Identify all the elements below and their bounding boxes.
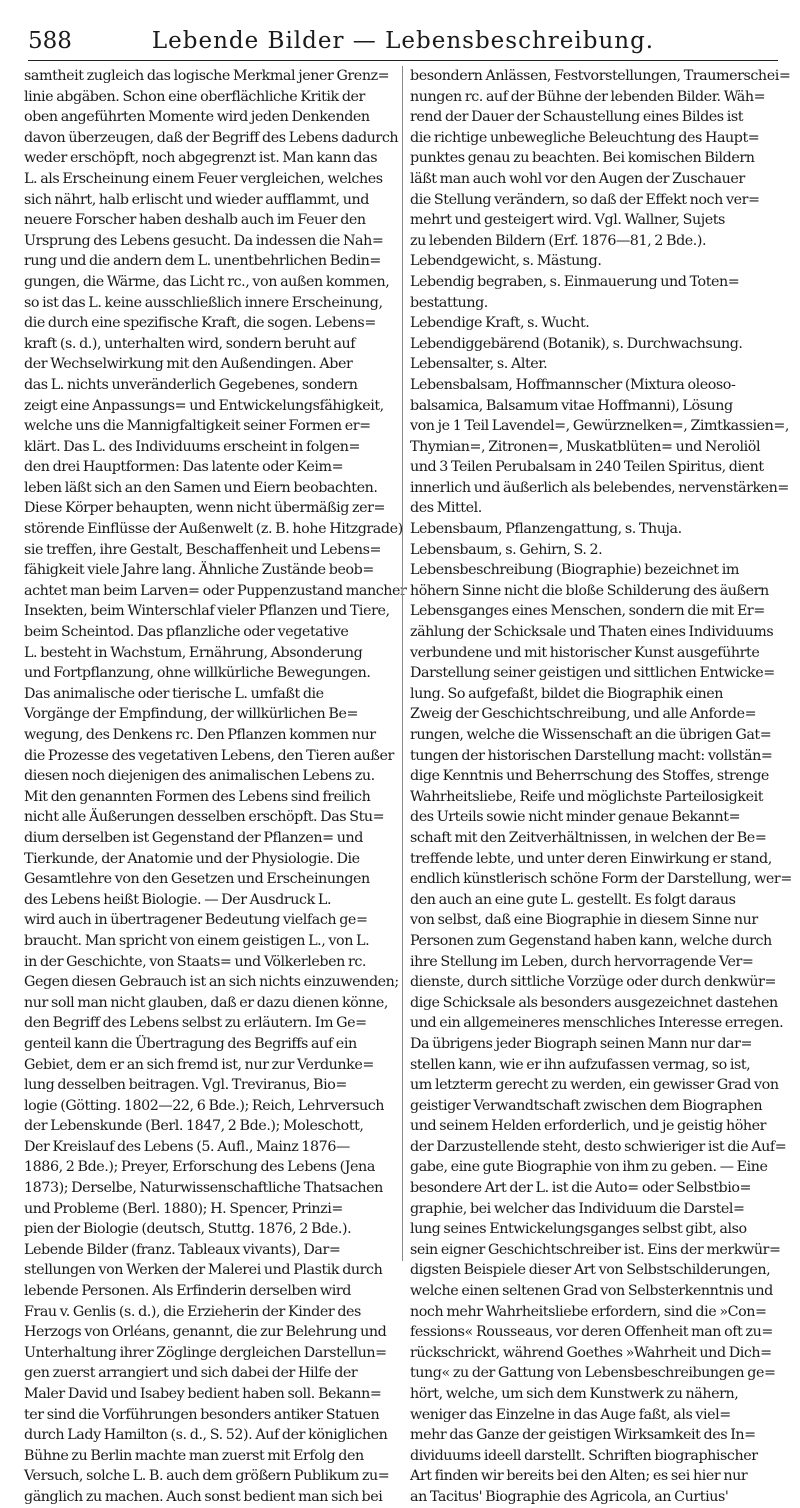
text-line: durch Lady Hamilton (s. d., S. 52). Auf der königlichen xyxy=(24,1427,388,1444)
text-line: zu lebenden Bildern (Erf. 1876—81, 2 Bde.). xyxy=(410,232,707,249)
text-line: nicht alle Äußerungen desselben erschöpft. Das Stu= xyxy=(24,809,385,826)
text-line: um letzterm gerecht zu werden, ein gewisser Grad von xyxy=(410,1077,779,1094)
text-line: von selbst, daß eine Biographie in diesem Sinne nur xyxy=(410,912,758,929)
text-line: rend der Dauer der Schaustellung eines Bildes ist xyxy=(410,109,744,126)
text-line: ter sind die Vorführungen besonders antiker Statuen xyxy=(24,1406,380,1423)
text-line: 1886, 2 Bde.); Preyer, Erforschung des Lebens (Jena xyxy=(24,1159,375,1176)
text-line: Lebendgewicht, s. Mästung. xyxy=(410,253,602,270)
text-line: den Begriff des Lebens selbst zu erläutern. Im Ge= xyxy=(24,1015,367,1032)
text-line: pien der Biologie (deutsch, Stuttg. 1876, 2 Bde.). xyxy=(24,1221,352,1238)
text-line: rungen, welche die Wissenschaft an die übrigen Gat= xyxy=(410,727,772,743)
text-line: Lebensbalsam, Hoffmannscher (Mixtura oleoso- xyxy=(410,376,736,393)
text-line: fähigkeit viele Jahre lang. Ähnliche Zustände beob= xyxy=(24,562,374,579)
text-line: das L. nichts unveränderlich Gegebenes, sondern xyxy=(24,376,358,393)
text-line: lung. So aufgefaßt, bildet die Biographik einen xyxy=(410,685,724,702)
text-line: treffende lebte, und unter deren Einwirkung er stand, xyxy=(410,850,772,867)
page-number: 588 xyxy=(28,28,72,54)
text-line: gen zuerst arrangiert und sich dabei der Hilfe der xyxy=(24,1365,358,1382)
text-line: noch mehr Wahrheitsliebe erfordern, sind die »Con= xyxy=(410,1303,767,1320)
left-column xyxy=(24,66,407,1505)
text-line: endlich künstlerisch schöne Form der Darstellung, wer= xyxy=(410,871,792,888)
text-line: der Wechselwirkung mit den Außendingen. Aber xyxy=(24,356,353,373)
text-line: Frau v. Genlis (s. d.), die Erzieherin der Kinder des xyxy=(24,1303,361,1320)
text-line: weder erschöpft, noch abgegrenzt ist. Man kann das xyxy=(24,150,378,167)
text-line: welche uns die Mannigfaltigkeit seiner Formen er= xyxy=(24,418,371,435)
text-line: dium derselben ist Gegenstand der Pflanzen= und xyxy=(24,829,363,846)
text-line: digsten Beispiele dieser Art von Selbstschilderungen, xyxy=(410,1262,771,1279)
text-line: gungen, die Wärme, das Licht rc., von außen kommen, xyxy=(24,273,390,290)
text-line: mehr das Ganze der geistigen Wirksamkeit des In= xyxy=(410,1427,756,1444)
text-line: dige Schicksale als besonders ausgezeichnet dastehen xyxy=(410,994,778,1011)
text-line: sie treffen, ihre Gestalt, Beschaffenheit und Lebens= xyxy=(24,541,381,558)
text-line: welche einen seltenen Grad von Selbsterkenntnis und xyxy=(410,1283,773,1300)
text-line: neuere Forscher haben deshalb auch im Feuer den xyxy=(24,212,366,229)
text-line: dienste, durch sittliche Vorzüge oder durch denkwür= xyxy=(410,974,776,991)
text-line: Personen zum Gegenstand haben kann, welche durch xyxy=(410,932,772,949)
text-line: balsamica, Balsamum vitae Hoffmanni), Lösung xyxy=(410,397,733,414)
text-line: wegung, des Denkens rc. Den Pflanzen kommen nur xyxy=(24,727,376,743)
text-line: nungen rc. auf der Bühne der lebenden Bilder. Wäh= xyxy=(410,88,766,105)
text-line: davon überzeugen, daß der Begriff des Lebens dadurch xyxy=(24,129,399,146)
text-line: läßt man auch wohl vor den Augen der Zuschauer xyxy=(410,170,745,187)
text-line: Darstellung seiner geistigen und sittlichen Entwicke= xyxy=(410,665,775,682)
text-line: lung desselben beitragen. Vgl. Treviranus, Bio= xyxy=(24,1077,347,1094)
text-line: Lebensbaum, s. Gehirn, S. 2. xyxy=(410,541,603,558)
text-line: Vorgänge der Empfindung, der willkürlichen Be= xyxy=(24,706,358,723)
text-line: des Mittel. xyxy=(410,500,482,517)
text-line: den drei Hauptformen: Das latente oder Keim= xyxy=(24,459,344,476)
text-line: der Darzustellende steht, desto schwieriger ist die Auf= xyxy=(410,1138,787,1155)
text-line: Lebensbaum, Pflanzengattung, s. Thuja. xyxy=(410,521,682,538)
text-line: oben angeführten Momente wird jeden Denkenden xyxy=(24,109,370,126)
text-line: Maler David und Isabey bedient haben soll. Bekann= xyxy=(24,1386,382,1402)
text-line: des Lebens heißt Biologie. — Der Ausdruck L. xyxy=(24,891,332,908)
text-line: so ist das L. keine ausschließlich innere Erscheinung, xyxy=(24,294,383,311)
text-line: genteil kann die Übertragung des Begriffs auf ein xyxy=(24,1035,357,1052)
text-line: die durch eine spezifische Kraft, die sogen. Lebens= xyxy=(24,315,376,332)
text-line: besondere Art der L. ist die Auto= oder Selbstbio= xyxy=(410,1180,752,1197)
column-divider xyxy=(402,66,403,1261)
text-line: dividuums ideell darstellt. Schriften biographischer xyxy=(410,1447,758,1464)
text-line: und Probleme (Berl. 1880); H. Spencer, Prinzi= xyxy=(24,1200,343,1217)
text-line: Lebensganges eines Menschen, sondern die mit Er= xyxy=(410,603,765,620)
text-line: geistiger Verwandtschaft zwischen dem Biographen xyxy=(410,1097,763,1114)
text-line: lung seines Entwickelungsganges selbst gibt, also xyxy=(410,1221,747,1238)
text-line: nur soll man nicht glauben, daß er dazu dienen könne, xyxy=(24,994,388,1011)
text-line: innerlich und äußerlich als belebendes, nervenstärken= xyxy=(410,479,789,496)
text-line: und 3 Teilen Perubalsam in 240 Teilen Spiritus, dient xyxy=(410,459,764,476)
text-line: braucht. Man spricht von einem geistigen L., von L. xyxy=(24,932,370,949)
text-line: Lebende Bilder (franz. Tableaux vivants), Dar= xyxy=(24,1241,341,1258)
text-line: Wahrheitsliebe, Reife und möglichste Parteilosigkeit xyxy=(410,788,764,805)
text-line: Mit den genannten Formen des Lebens sind freilich xyxy=(24,788,371,805)
text-line: ihre Stellung im Leben, durch hervorragende Ver= xyxy=(410,953,754,970)
left-column-lines xyxy=(24,66,407,1508)
text-line: die Prozesse des vegetativen Lebens, den Tieren außer xyxy=(24,747,394,764)
text-line: schaft mit den Zeitverhältnissen, in welchen der Be= xyxy=(410,829,767,846)
text-line: zählung der Schicksale und Thaten eines Individuums xyxy=(410,624,774,641)
text-line: tungen der historischen Darstellung macht: vollstän= xyxy=(410,747,773,764)
text-line: den auch an eine gute L. gestellt. Es folgt daraus xyxy=(410,891,736,908)
text-line: weniger das Einzelne in das Auge faßt, als viel= xyxy=(410,1406,731,1423)
text-line: und seinem Helden erforderlich, und je geistig höher xyxy=(410,1118,767,1135)
text-line: Lebensbeschreibung (Biographie) bezeichnet im xyxy=(410,562,739,579)
text-line: und ein allgemeineres menschliches Interesse erregen. xyxy=(410,1015,784,1032)
text-line: Gegen diesen Gebrauch ist an sich nichts einzuwenden; xyxy=(24,974,399,991)
text-line: achtet man beim Larven= oder Puppenzustand mancher xyxy=(24,582,407,599)
text-line: der Lebenskunde (Berl. 1847, 2 Bde.); Moleschott, xyxy=(24,1118,364,1135)
text-line: bestattung. xyxy=(410,294,488,311)
text-line: die richtige unbewegliche Beleuchtung des Haupt= xyxy=(410,129,760,146)
text-line: höhern Sinne nicht die bloße Schilderung des äußern xyxy=(410,582,769,599)
text-line: stellungen von Werken der Malerei und Plastik durch xyxy=(24,1262,383,1279)
text-line: dige Kenntnis und Beherrschung des Stoffes, strenge xyxy=(410,768,769,785)
text-line: des Urteils sowie nicht minder genaue Bekannt= xyxy=(410,809,741,826)
text-line: Versuch, solche L. B. auch dem größern Publikum zu= xyxy=(24,1468,390,1485)
text-line: samtheit zugleich das logische Merkmal jener Grenz= xyxy=(24,68,390,84)
right-column xyxy=(410,66,792,1505)
text-line: Gesamtlehre von den Gesetzen und Erscheinungen xyxy=(24,871,370,888)
text-line: Lebendige Kraft, s. Wucht. xyxy=(410,315,590,332)
text-line: punktes genau zu beachten. Bei komischen Bildern xyxy=(410,150,755,167)
text-line: stellen kann, wie er ihn aufzufassen vermag, so ist, xyxy=(410,1056,751,1073)
text-line: Das animalische oder tierische L. umfaßt die xyxy=(24,685,324,702)
text-line: Unterhaltung ihrer Zöglinge dergleichen Darstellun= xyxy=(24,1344,387,1361)
text-line: linie abgäben. Schon eine oberflächliche Kritik der xyxy=(24,88,365,105)
text-line: lebende Personen. Als Erfinderin derselben wird xyxy=(24,1283,351,1300)
text-line: gänglich zu machen. Auch sonst bedient man sich bei xyxy=(24,1488,383,1505)
text-line: tung« zu der Gattung von Lebensbeschreibungen ge= xyxy=(410,1365,776,1382)
text-line: zeigt eine Anpassungs= und Entwickelungsfähigkeit, xyxy=(24,397,384,414)
text-line: gabe, eine gute Biographie von ihm zu geben. — Eine xyxy=(410,1159,768,1176)
text-line: verbundene und mit historischer Kunst ausgeführte xyxy=(410,644,760,661)
text-line: störende Einflüsse der Außenwelt (z. B. hohe Hitzgrade) xyxy=(24,521,403,538)
running-title: Lebende Bilder — Lebensbeschreibung. xyxy=(151,28,655,54)
text-line: wird auch in übertragener Bedeutung vielfach ge= xyxy=(24,912,368,929)
text-line: besondern Anlässen, Festvorstellungen, Traumerschei= xyxy=(410,68,791,84)
text-line: an Tacitus' Biographie des Agricola, an Curtius' xyxy=(410,1488,729,1505)
text-line: Tierkunde, der Anatomie und der Physiologie. Die xyxy=(24,850,360,867)
right-column-lines xyxy=(410,66,792,1508)
page-header xyxy=(28,26,778,61)
text-line: leben läßt sich an den Samen und Eiern beobachten. xyxy=(24,479,378,496)
text-line: sich nährt, halb erlischt und wieder aufflammt, und xyxy=(24,191,369,208)
text-line: rung und die andern dem L. unentbehrlichen Bedin= xyxy=(24,253,381,270)
text-line: Lebendiggebärend (Botanik), s. Durchwachsung. xyxy=(410,335,743,352)
text-line: Der Kreislauf des Lebens (5. Aufl., Mainz 1876— xyxy=(24,1138,350,1155)
text-line: mehrt und gesteigert wird. Vgl. Wallner, Sujets xyxy=(410,212,725,229)
text-line: sein eigner Geschichtschreiber ist. Eins der merkwür= xyxy=(410,1241,781,1258)
text-line: Lebensalter, s. Alter. xyxy=(410,356,548,373)
text-line: Insekten, beim Winterschlaf vieler Pflanzen und Tiere, xyxy=(24,603,390,620)
text-line: L. besteht in Wachstum, Ernährung, Absonderung xyxy=(24,644,363,661)
text-line: Diese Körper behaupten, wenn nicht übermäßig zer= xyxy=(24,500,386,517)
text-line: L. als Erscheinung einem Feuer vergleichen, welches xyxy=(24,170,383,187)
text-line: beim Scheintod. Das pflanzliche oder vegetative xyxy=(24,624,349,641)
text-line: in der Geschichte, von Staats= und Völkerleben rc. xyxy=(24,953,367,970)
text-line: Lebendig begraben, s. Einmauerung und Toten= xyxy=(410,273,740,290)
text-line: logie (Götting. 1802—22, 6 Bde.); Reich, Lehrversuch xyxy=(24,1097,385,1114)
text-line: fessions« Rousseaus, vor deren Offenheit man oft zu= xyxy=(410,1324,773,1341)
text-line: Thymian=, Zitronen=, Muskatblüten= und Neroliöl xyxy=(410,438,761,455)
text-line: von je 1 Teil Lavendel=, Gewürznelken=, Zimtkassien=, xyxy=(410,418,790,435)
text-line: Ursprung des Lebens gesucht. Da indessen die Nah= xyxy=(24,232,384,249)
text-line: rückschrickt, während Goethes »Wahrheit und Dich= xyxy=(410,1344,772,1361)
text-line: die Stellung verändern, so daß der Effekt noch ver= xyxy=(410,191,760,208)
text-line: Da übrigens jeder Biograph seinen Mann nur dar= xyxy=(410,1035,753,1052)
text-line: diesen noch diejenigen des animalischen Lebens zu. xyxy=(24,768,375,785)
text-line: Herzogs von Orléans, genannt, die zur Belehrung und xyxy=(24,1324,387,1341)
text-line: kraft (s. d.), unterhalten wird, sondern beruht auf xyxy=(24,335,356,352)
text-line: graphie, bei welcher das Individuum die Darstel= xyxy=(410,1200,745,1217)
text-line: 1873); Derselbe, Naturwissenschaftliche Thatsachen xyxy=(24,1180,383,1197)
text-line: klärt. Das L. des Individuums erscheint in folgen= xyxy=(24,438,361,455)
text-line: Gebiet, dem er an sich fremd ist, nur zur Verdunke= xyxy=(24,1056,374,1073)
text-line: Art finden wir bereits bei den Alten; es sei hier nur xyxy=(410,1468,748,1485)
text-line: und Fortpflanzung, ohne willkürliche Bewegungen. xyxy=(24,665,371,682)
text-line: Zweig der Geschichtschreibung, und alle Anforde= xyxy=(410,706,757,723)
text-line: Bühne zu Berlin machte man zuerst mit Erfolg den xyxy=(24,1447,364,1464)
text-line: hört, welche, um sich dem Kunstwerk zu nähern, xyxy=(410,1386,739,1402)
